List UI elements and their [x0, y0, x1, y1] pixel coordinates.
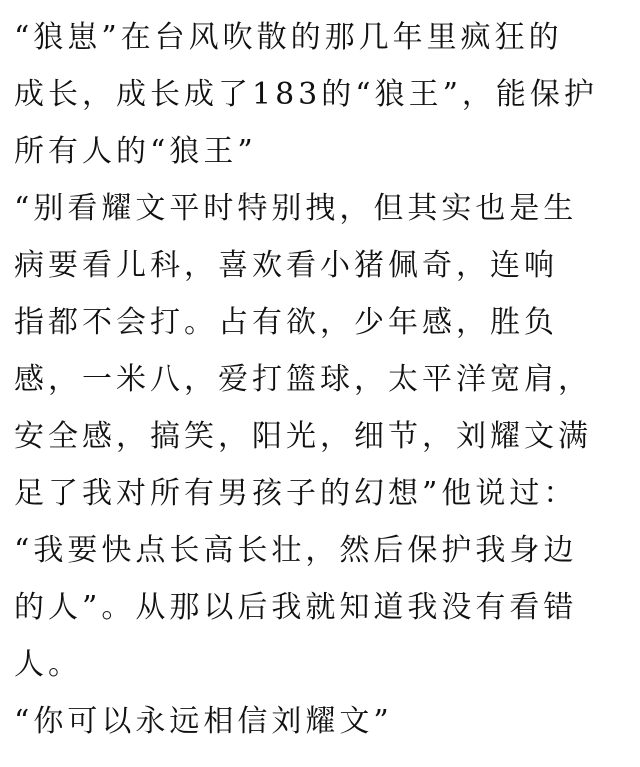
text-line-11: 的人”。从那以后我就知道我没有看错 — [14, 590, 578, 625]
text-line-10: “我要快点长高长壮，然后保护我身边 — [14, 533, 578, 568]
text-line-2: 成长，成长成了183的“狼王”，能保护 — [14, 77, 598, 112]
text-line-1: “狼崽”在台风吹散的那几年里疯狂的 — [14, 20, 563, 55]
text-line-8: 安全感，搞笑，阳光，细节，刘耀文满 — [14, 419, 592, 454]
text-line-4: “别看耀文平时特别拽，但其实也是生 — [14, 191, 578, 226]
text-line-13: “你可以永远相信刘耀文” — [14, 704, 393, 739]
text-line-3: 所有人的“狼王” — [14, 134, 257, 169]
text-line-9: 足了我对所有男孩子的幻想”他说过： — [14, 476, 578, 511]
text-line-7: 感，一米八，爱打篮球，太平洋宽肩， — [14, 362, 592, 397]
text-line-12: 人。 — [14, 647, 82, 682]
text-line-6: 指都不会打。占有欲，少年感，胜负 — [14, 305, 558, 340]
text-line-5: 病要看儿科，喜欢看小猪佩奇，连响 — [14, 248, 558, 283]
